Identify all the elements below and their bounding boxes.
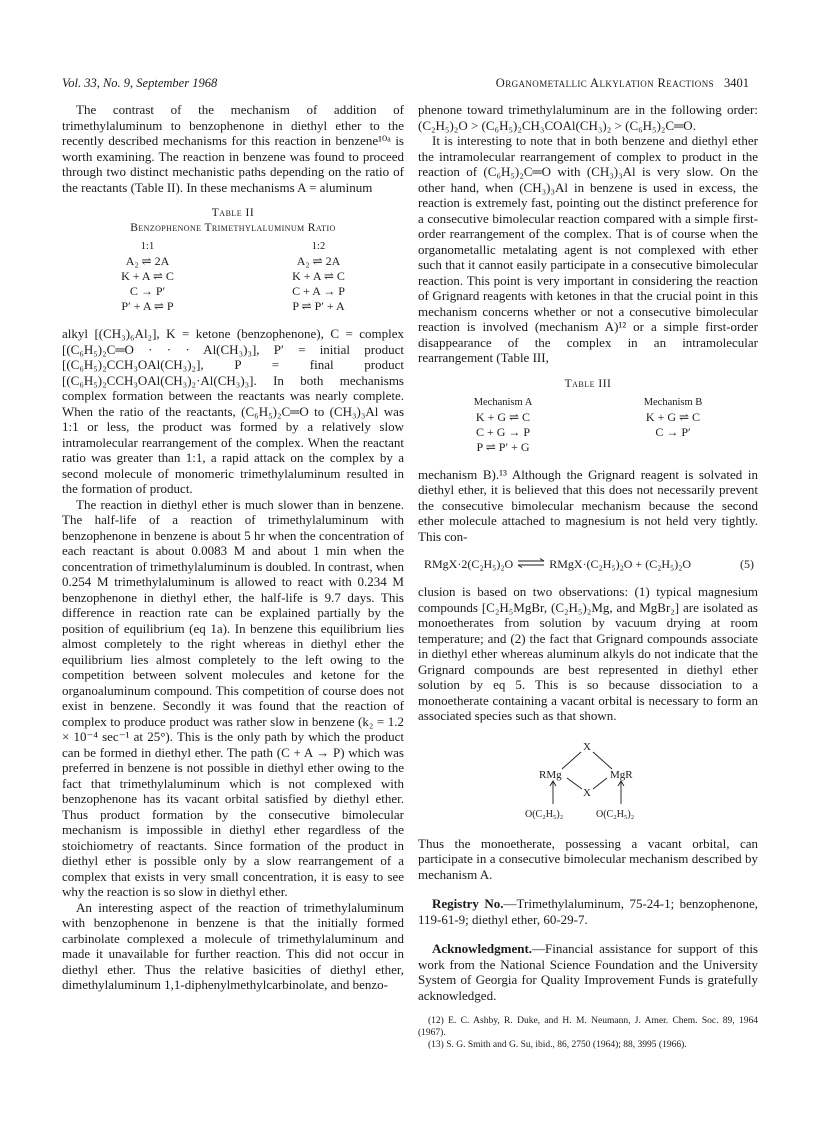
equation-line: P ⇌ P′ + A xyxy=(292,299,345,313)
acknowledgment-paragraph xyxy=(418,941,758,1003)
equation-line: C + G → P xyxy=(475,424,531,439)
table-2 xyxy=(62,206,404,314)
equation-line: C → P′ xyxy=(655,424,691,439)
equilibrium-arrow-icon xyxy=(516,556,546,572)
paragraph: alkyl [(CH₃)₆Al₂], K = ketone (benzophenone), C = complex [(C₆H₅)₂C═O · · · Al(CH₃)₃], P′ = initial product [(C₆H₅)₂CCH₃OAl(CH₃)₂], P = final product [(C₆H₅)₂CCH₃OAl(CH₃)₂·Al(CH₃)₃]. In both mechanisms complex formation between the reactants was nearly complete. When the ratio of the reactants, (C₆H₅)₂C═O to (CH₃)₃Al was 1:1 or less, the product was formed by a relatively slow intramolecular rearrangement of the complex. When the reactant ratio was greater than 1:1, a rapid attack on the complex by a second molecule of monomeric trimethylaluminum resulted in the formation of product. xyxy=(62,326,404,496)
table-column xyxy=(588,395,758,455)
paragraph: mechanism B).¹³ Although the Grignard reagent is solvated in diethyl ether, it is believed that this does not necessarily prevent the consecutive bimolecular mechanism because the second ether molecule attached to magnesium is not held very tightly. This con- xyxy=(418,466,758,544)
paragraph: phenone toward trimethylaluminum are in the following order: (C₂H₅)₂O > (C₆H₅)₂CH₃COAl(CH₃)₂ > (C₆H₅)₂C═O. xyxy=(418,102,758,133)
right-column xyxy=(418,102,758,1051)
equation-body xyxy=(424,556,691,572)
bridging-x-top: X xyxy=(583,740,591,753)
column-heading: Mechanism A xyxy=(473,396,533,408)
acknowledgment-heading: Acknowledgment. xyxy=(432,941,533,956)
equation-line: C → P′ xyxy=(129,284,166,298)
table-column xyxy=(418,395,588,455)
rmg-left: RMg xyxy=(539,768,562,781)
running-head xyxy=(62,76,749,94)
table-column xyxy=(233,239,404,314)
running-title: Organometallic Alkylation Reactions xyxy=(495,76,714,90)
mgr-right: MgR xyxy=(610,768,633,781)
ether-ligand-right: O(C₂H₅)₂ xyxy=(596,808,635,820)
paragraph: clusion is based on two observations: (1) typical magnesium compounds [C₂H₅MgBr, (C₂H₅)₂Mg, and MgBr₂] are isolated as monoetherates from solution by vacuum drying at room temperature; and (2) the fact that Grignard compounds associate in diethyl ether whereas aluminum alkyls do not indicate that the Grignard compounds are best represented in diethyl ether solution by eq 5. This is so because dissociation to a monoetherate containing a vacant orbital is necessary to form an associated species such as that shown. xyxy=(418,584,758,723)
paragraph: An interesting aspect of the reaction of trimethylaluminum with benzophenone in benzene is that the initially formed carbinolate complexed a molecule of trimethylaluminum and made it unavailable for further reaction. This did not occur in diethyl ether. Thus the relative basicities of diethyl ether, dimethylaluminum 1,1-diphenylmethylcarbinolate, and benzo- xyxy=(62,899,404,992)
equation-line: P′ + A ⇌ P xyxy=(121,299,174,313)
journal-volume-info: Vol. 33, No. 9, September 1968 xyxy=(62,76,218,90)
table-body xyxy=(418,395,758,455)
equation-5 xyxy=(424,556,754,572)
table-title: Table II xyxy=(211,207,255,219)
equation-line: K + A ⇌ C xyxy=(292,269,345,283)
equation-line: K + A ⇌ C xyxy=(121,269,174,283)
equation-line: C + A → P xyxy=(292,284,345,298)
paragraph: It is interesting to note that in both benzene and diethyl ether the intramolecular rearrangement of complex to product in the reaction of (C₆H₅)₂C═O with (CH₃)₃Al is very slow. On the other hand, when (CH₃)₃Al in benzene is used in excess, the reaction is extremely fast, pointing out the distinct preference for a consecutive bimolecular reaction compared with a simple first-order rearrangement of the complex. That is of course when the organometallic metalating agent is not complexed with ether such that it cannot easily participate in a consecutive bimolecular reaction. This point is very important in considering the reaction of Grignard reagents with ketones in that the crucial point in this mechanism concerns whether or not a consecutive bimolecular reaction is involved (mechanism A)¹² or a simple first-order disappearance of the complex in an intramolecular rearrangement (Table III, xyxy=(418,133,758,365)
table-subtitle: Benzophenone Trimethylaluminum Ratio xyxy=(130,222,336,234)
running-title-block xyxy=(496,76,749,91)
equation-line: P ⇌ P′ + G xyxy=(476,439,530,454)
paragraph: Thus the monoetherate, possessing a vacant orbital, can participate in a consecutive bimolecular mechanism described by mechanism A. xyxy=(418,835,758,882)
column-heading: Mechanism B xyxy=(643,396,703,408)
equation-line: K + G ⇌ C xyxy=(645,409,701,424)
acknowledgment-text: —Financial assistance for support of this work from the National Science Foundation and the University System of Georgia for Quality Improvement Funds is gratefully acknowledged. xyxy=(418,941,758,1003)
equation-line: K + G ⇌ C xyxy=(475,409,531,424)
equation-line: A₂ ⇌ 2A xyxy=(296,254,341,268)
equation-line: A₂ ⇌ 2A xyxy=(125,254,170,268)
column-heading: 1:1 xyxy=(140,241,155,252)
dimer-structure-diagram xyxy=(513,740,663,826)
equation-right-side: RMgX·(C₂H₅)₂O + (C₂H₅)₂O xyxy=(549,557,692,571)
table-column xyxy=(62,239,233,314)
ether-ligand-left: O(C₂H₅)₂ xyxy=(525,808,564,820)
footnote: (12) E. C. Ashby, R. Duke, and H. M. Neumann, J. Amer. Chem. Soc. 89, 1964 (1967). xyxy=(418,1016,758,1038)
registry-paragraph xyxy=(418,896,758,927)
bridging-x-bottom: X xyxy=(583,786,591,799)
table-title: Table III xyxy=(564,377,612,390)
registry-text: —Trimethylaluminum, 75-24-1; benzophenone, 119-61-9; diethyl ether, 60-29-7. xyxy=(418,896,758,927)
table-3 xyxy=(418,377,758,455)
footnotes xyxy=(418,1015,758,1051)
equation-number: (5) xyxy=(740,557,754,571)
table-body xyxy=(62,239,404,314)
equation-left-side: RMgX·2(C₂H₅)₂O xyxy=(424,557,514,571)
column-heading: 1:2 xyxy=(311,241,326,252)
registry-heading: Registry No. xyxy=(432,896,504,911)
page-number: 3401 xyxy=(724,76,749,90)
paragraph: The reaction in diethyl ether is much slower than in benzene. The half-life of a reaction of trimethylaluminum with benzophenone in benzene is about 5 hr when the concentration of each reactant is about 0.0083 M and about 1 min when the concentration of trimethylaluminum is doubled. In contrast, when 0.254 M trimethylaluminum is allowed to react with 0.234 M benzophenone in diethyl ether, the half-life is 9.7 days. This difference in reaction rate can be explained partially by the position of equilibrium (eq 1a). In benzene this equilibrium lies almost completely to the right whereas in diethyl ether the equilibrium lies almost completely to the left owing to the competition between solvent molecules and ketone for the organoaluminum compound. This competition of course does not exist in benzene. Secondly it was found that the reaction of complex to produce product was rather slow in benzene (k₂ = 1.2 × 10⁻⁴ sec⁻¹ at 25°). This is the only path by which the product can be formed in diethyl ether. The path (C + A → P) which was preferred in benzene is not possible in diethyl ether owing to the fact that trimethylaluminum which is not complexed with benzophenone has its vacant orbital satisfied by diethyl ether. Thus product formation by the consecutive bimolecular mechanism is impossible in diethyl ether regardless of the stoichiometry of reactants. Since formation of the product in diethyl ether is possible only by a slow rearrangement of a complex that exists in very small concentration, it is easy to see why the reaction is so slow in diethyl ether. xyxy=(62,496,404,899)
left-column xyxy=(62,102,404,993)
paragraph: The contrast of the mechanism of addition of trimethylaluminum to benzophenone in diethyl ether to the recently described mechanisms for this reaction in benzene¹⁰ᵃ is worth examining. The reaction in benzene was found to proceed through two distinct mechanistic paths depending on the ratio of the reactants (Table II). In these mechanisms A = aluminum xyxy=(62,102,404,195)
footnote: (13) S. G. Smith and G. Su, ibid., 86, 2750 (1964); 88, 3995 (1966). xyxy=(428,1040,687,1050)
